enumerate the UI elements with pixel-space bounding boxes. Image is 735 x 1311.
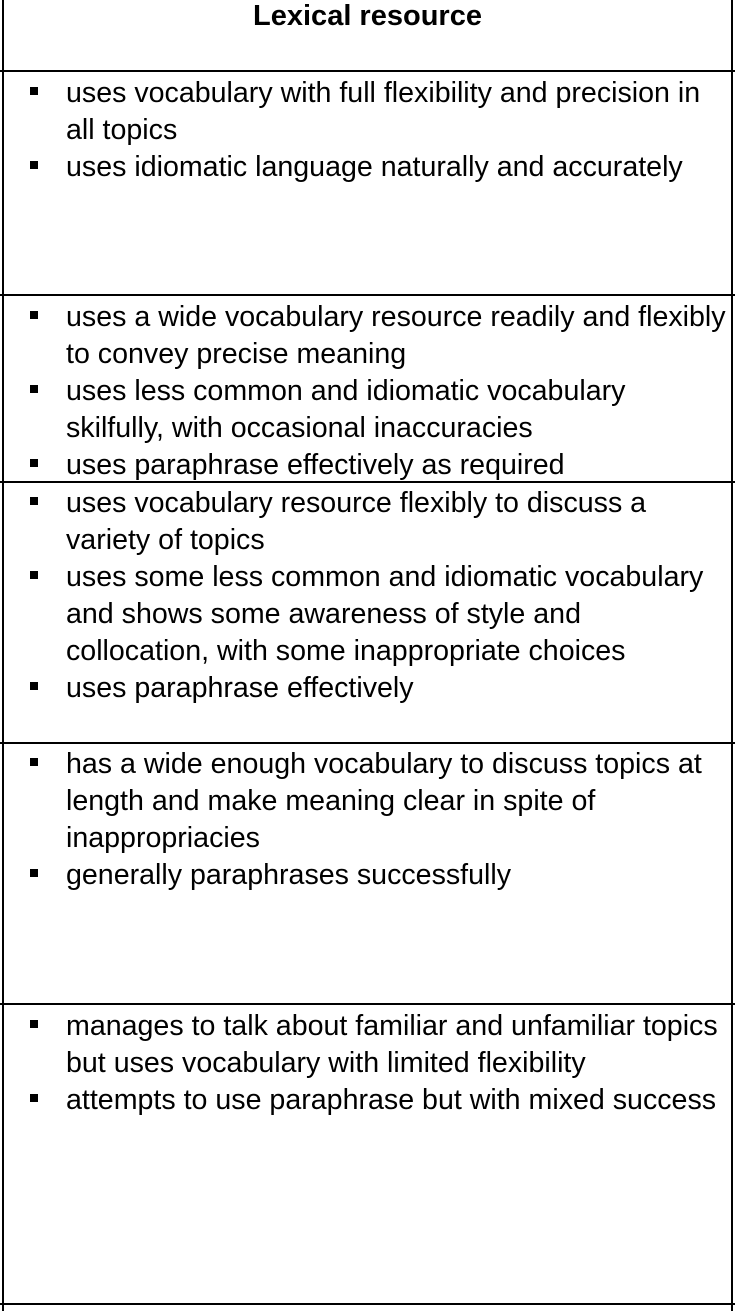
list-item <box>4 1082 731 1119</box>
list-item <box>4 746 731 857</box>
bullet-icon <box>30 682 38 690</box>
table-header-cell <box>4 0 731 70</box>
list-item <box>4 447 731 484</box>
row-divider <box>0 294 735 296</box>
list-item <box>4 670 731 707</box>
bullet-icon <box>30 758 38 766</box>
bullet-list <box>4 746 731 894</box>
row-divider <box>0 1003 735 1005</box>
bullet-icon <box>30 1020 38 1028</box>
list-item <box>4 857 731 894</box>
bullet-icon <box>30 497 38 505</box>
table-right-border <box>731 0 733 1311</box>
row-divider <box>0 481 735 483</box>
bullet-icon <box>30 571 38 579</box>
bullet-list <box>4 75 731 186</box>
bullet-icon <box>30 161 38 169</box>
bullet-icon <box>30 311 38 319</box>
bullet-list <box>4 485 731 707</box>
bullet-icon <box>30 87 38 95</box>
list-item <box>4 1008 731 1082</box>
list-item-text: uses less common and idiomatic vocabulary skilfully, with occasional inaccuracies <box>66 375 626 444</box>
table-row <box>4 1008 731 1119</box>
bullet-icon <box>30 869 38 877</box>
row-divider <box>0 1303 735 1305</box>
bullet-icon <box>30 1094 38 1102</box>
list-item <box>4 485 731 559</box>
bullet-icon <box>30 459 38 467</box>
list-item <box>4 75 731 149</box>
list-item <box>4 149 731 186</box>
bullet-list <box>4 299 731 484</box>
table-row <box>4 485 731 707</box>
bullet-icon <box>30 385 38 393</box>
list-item <box>4 559 731 670</box>
list-item <box>4 299 731 373</box>
list-item-text: uses a wide vocabulary resource readily and flexibly to convey precise meaning <box>66 301 726 370</box>
list-item-text: attempts to use paraphrase but with mixed success <box>66 1084 717 1116</box>
row-divider <box>0 742 735 744</box>
table-row <box>4 75 731 186</box>
table-header-title: Lexical resource <box>253 0 482 32</box>
list-item-text: has a wide enough vocabulary to discuss topics at length and make meaning clear in spite of inappropriacies <box>66 748 702 854</box>
list-item-text: uses idiomatic language naturally and accurately <box>66 151 683 183</box>
list-item-text: uses some less common and idiomatic vocabulary and shows some awareness of style and collocation, with some inappropriate choices <box>66 561 704 667</box>
row-divider <box>0 70 735 72</box>
bullet-list <box>4 1008 731 1119</box>
list-item <box>4 373 731 447</box>
list-item-text: generally paraphrases successfully <box>66 859 512 891</box>
list-item-text: uses vocabulary resource flexibly to discuss a variety of topics <box>66 487 647 556</box>
list-item-text: manages to talk about familiar and unfamiliar topics but uses vocabulary with limited flexibility <box>66 1010 718 1079</box>
list-item-text: uses vocabulary with full flexibility and precision in all topics <box>66 77 701 146</box>
list-item-text: uses paraphrase effectively as required <box>66 449 565 481</box>
table-row <box>4 746 731 894</box>
table-row <box>4 299 731 484</box>
list-item-text: uses paraphrase effectively <box>66 672 414 704</box>
